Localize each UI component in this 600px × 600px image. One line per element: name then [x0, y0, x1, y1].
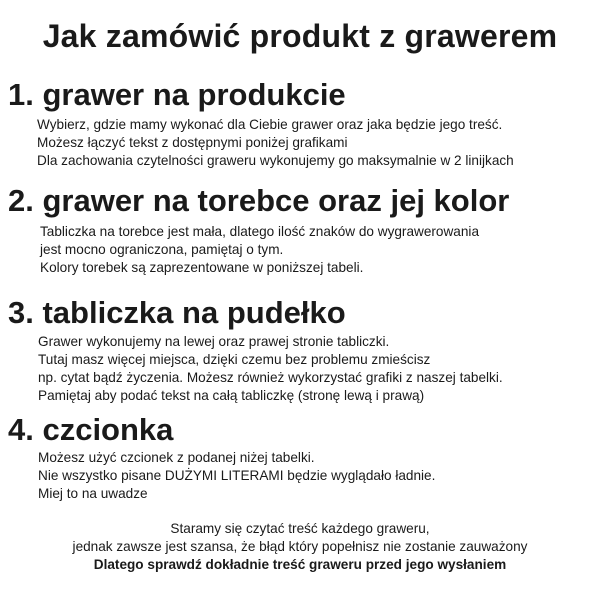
section-line: Możesz użyć czcionek z podanej niżej tabelki. — [38, 450, 315, 465]
section-line: Dla zachowania czytelności graweru wykonujemy go maksymalnie w 2 linijkach — [37, 153, 514, 168]
section-body — [0, 333, 600, 405]
section-body — [0, 116, 600, 170]
page-title: Jak zamówić produkt z grawerem — [42, 18, 558, 54]
footer-warning: Dlatego sprawdź dokładnie treść graweru przed jego wysłaniem — [93, 557, 507, 572]
section-line: Możesz łączyć tekst z dostępnymi poniżej grafikami — [37, 135, 348, 150]
section-line: Nie wszystko pisane DUŻYMI LITERAMI będzie wyglądało ładnie. — [38, 468, 436, 483]
section-engraving-on-product — [0, 78, 600, 170]
section-heading: 2. grawer na torebce oraz jej kolor — [8, 183, 510, 218]
section-engraving-on-bag — [0, 184, 600, 277]
section-box-plate — [0, 296, 600, 405]
section-heading: 3. tabliczka na pudełko — [8, 295, 346, 330]
section-line: Tutaj masz więcej miejsca, dzięki czemu bez problemu zmieścisz — [38, 352, 431, 367]
footer-line: jednak zawsze jest szansa, że błąd który popełnisz nie zostanie zauważony — [72, 539, 528, 554]
section-line: Miej to na uwadze — [38, 486, 148, 501]
section-line: Grawer wykonujemy na lewej oraz prawej stronie tabliczki. — [38, 334, 390, 349]
section-heading: 4. czcionka — [8, 412, 174, 447]
section-line: jest mocno ograniczona, pamiętaj o tym. — [40, 242, 284, 257]
section-body — [0, 449, 600, 503]
section-line: Pamiętaj aby podać tekst na całą tabliczkę (stronę lewą i prawą) — [38, 388, 425, 403]
section-line: np. cytat bądź życzenia. Możesz również wykorzystać grafiki z naszej tabelki. — [38, 370, 503, 385]
section-font — [0, 413, 600, 503]
section-line: Kolory torebek są zaprezentowane w poniższej tabeli. — [40, 260, 364, 275]
section-body — [0, 223, 600, 277]
footer-line: Staramy się czytać treść każdego graweru, — [170, 521, 430, 536]
section-heading: 1. grawer na produkcie — [8, 77, 346, 112]
section-line: Tabliczka na torebce jest mała, dlatego ilość znaków do wygrawerowania — [40, 224, 480, 239]
footer-note — [0, 520, 600, 574]
section-line: Wybierz, gdzie mamy wykonać dla Ciebie grawer oraz jaka będzie jego treść. — [37, 117, 503, 132]
